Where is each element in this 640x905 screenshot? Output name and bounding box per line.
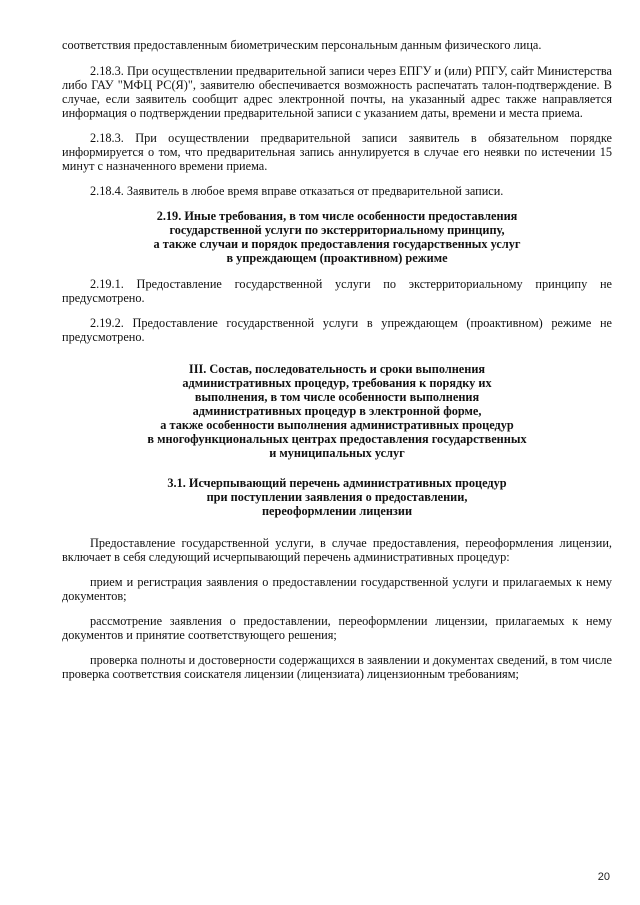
heading-3-1 xyxy=(62,476,612,518)
document-page xyxy=(62,38,612,692)
heading-line: 2.19. Иные требования, в том числе особенности предоставления xyxy=(156,209,518,223)
heading-line: административных процедур, требования к порядку их xyxy=(182,376,492,390)
heading-line: выполнения, в том числе особенности выполнения xyxy=(194,390,480,404)
heading-line: а также случаи и порядок предоставления государственных услуг xyxy=(153,237,521,251)
paragraph-2-18-4: 2.18.4. Заявитель в любое время вправе отказаться от предварительной записи. xyxy=(90,184,504,198)
heading-line: при поступлении заявления о предоставлении, xyxy=(206,490,468,504)
paragraph-3-1-intro: Предоставление государственной услуги, в случае предоставления, переоформления лицензии, включает в себя следующий исчерпывающий перечень административных процедур: xyxy=(62,536,612,564)
heading-line: в упреждающем (проактивном) режиме xyxy=(226,251,448,265)
paragraph-2-18-3-b: 2.18.3. При осуществлении предварительной записи заявитель в обязательном порядке информируется о том, что предварительная запись аннулируется в случае его неявки по истечении 15 минут с назначенного времени приема. xyxy=(62,131,612,173)
paragraph-2-18-3-a: 2.18.3. При осуществлении предварительной записи через ЕПГУ и (или) РПГУ, сайт Министерства либо ГАУ "МФЦ РС(Я)", заявителю обеспечивается возможность распечатать талон-подтверждение. В случае, если заявитель сообщит адрес электронной почты, на указанный адрес также направляется информация о подтверждении предварительной записи с указанием даты, времени и места приема. xyxy=(62,64,612,120)
heading-line: 3.1. Исчерпывающий перечень административных процедур xyxy=(167,476,507,490)
heading-section-3 xyxy=(62,362,612,460)
heading-line: III. Состав, последовательность и сроки выполнения xyxy=(188,362,486,376)
heading-line: в многофункциональных центрах предоставления государственных xyxy=(147,432,527,446)
heading-line: переоформлении лицензии xyxy=(261,504,413,518)
paragraph-continuation: соответствия предоставленным биометрическим персональным данным физического лица. xyxy=(62,38,542,52)
paragraph-3-1-item-3: проверка полноты и достоверности содержащихся в заявлении и документах сведений, в том числе проверка соответствия соискателя лицензии (лицензиата) лицензионным требованиям; xyxy=(62,653,612,681)
heading-line: а также особенности выполнения административных процедур xyxy=(160,418,514,432)
heading-line: административных процедур в электронной форме, xyxy=(192,404,482,418)
heading-line: и муниципальных услуг xyxy=(269,446,405,460)
paragraph-2-19-1: 2.19.1. Предоставление государственной услуги по экстерриториальному принципу не предусмотрено. xyxy=(62,277,612,305)
page-number: 20 xyxy=(597,871,610,883)
paragraph-3-1-item-1: прием и регистрация заявления о предоставлении государственной услуги и прилагаемых к нему документов; xyxy=(62,575,612,603)
paragraph-3-1-item-2: рассмотрение заявления о предоставлении, переоформлении лицензии, прилагаемых к нему документов и принятие соответствующего решения; xyxy=(62,614,612,642)
paragraph-2-19-2: 2.19.2. Предоставление государственной услуги в упреждающем (проактивном) режиме не предусмотрено. xyxy=(62,316,612,344)
heading-line: государственной услуги по экстерриториальному принципу, xyxy=(169,223,505,237)
heading-2-19 xyxy=(62,209,612,265)
